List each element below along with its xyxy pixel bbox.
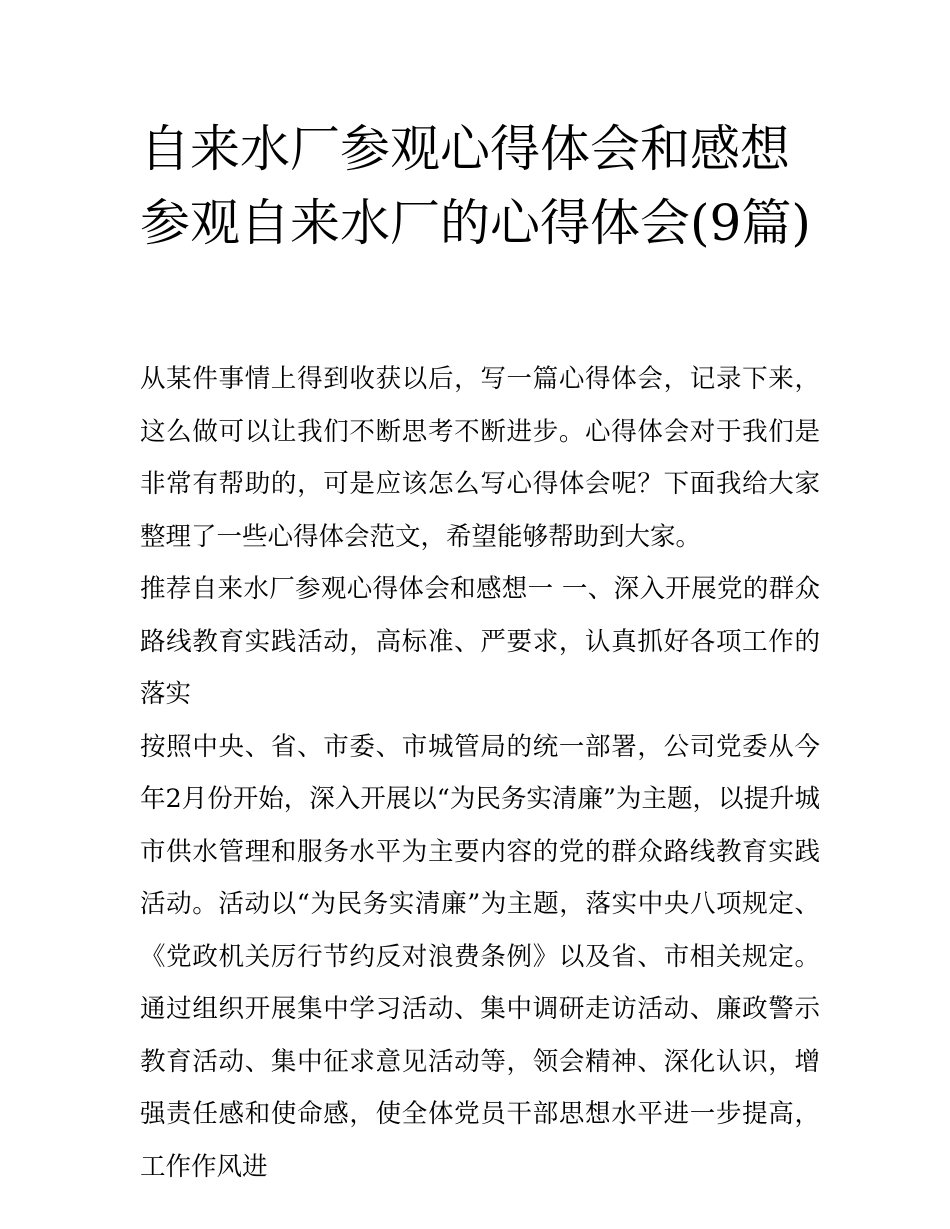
document-title: 自来水厂参观心得体会和感想参观自来水厂的心得体会(9篇) (140, 120, 811, 252)
intro-paragraph: 从某件事情上得到收获以后，写一篇心得体会，记录下来，这么做可以让我们不断思考不断进步。心得体会对于我们是非常有帮助的，可是应该怎么写心得体会呢？下面我给大家整理了一些心得体会范文，希望能够帮助到大家。 (140, 364, 820, 552)
body-paragraph: 按照中央、省、市委、市城管局的统一部署，公司党委从今年2月份开始，深入开展以“为民务实清廉”为主题，以提升城市供水管理和服务水平为主要内容的党的群众路线教育实践活动。活动以“为民务实清廉”为主题，落实中央八项规定、《党政机关厉行节约反对浪费条例》以及省、市相关规定。通过组织开展集中学习活动、集中调研走访活动、廉政警示教育活动、集中征求意见活动等，领会精神、深化认识，增强责任感和使命感，使全体党员干部思想水平进一步提高，工作作风进 (140, 731, 820, 1182)
document-body (140, 353, 820, 1193)
section-heading-paragraph: 推荐自来水厂参观心得体会和感想一 一、深入开展党的群众路线教育实践活动，高标准、严要求，认真抓好各项工作的落实 (140, 574, 820, 709)
